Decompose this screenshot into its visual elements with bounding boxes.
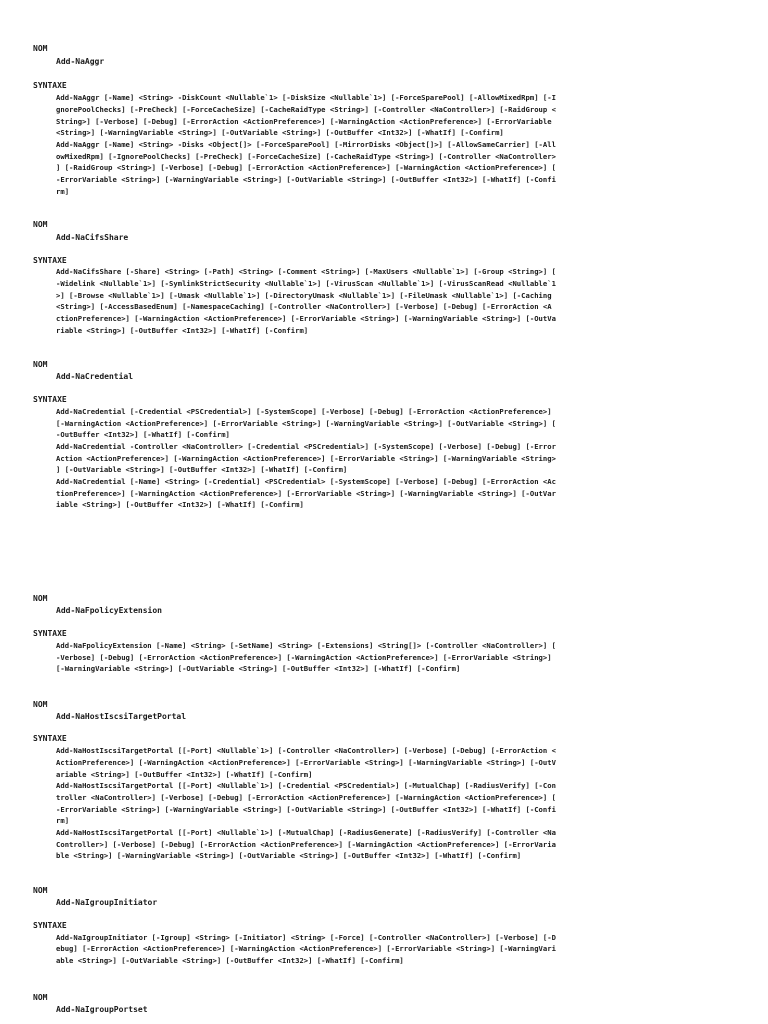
syntaxe-label: SYNTAXE xyxy=(33,734,67,743)
syntax-line: ariable <String>] [-OutBuffer <Int32>] [-WhatIf] [-Confirm] xyxy=(56,770,313,779)
syntaxe-label: SYNTAXE xyxy=(33,395,67,404)
syntax-line: rm] xyxy=(56,816,70,825)
syntax-line: Add-NaCredential -Controller <NaController> [-Credential <PSCredential>] [-SystemScope] [-Verbose] [-Debug] [-Error xyxy=(56,442,556,451)
cmdlet-name: Add-NaCredential xyxy=(56,372,134,381)
syntax-line: iable <String>] [-OutBuffer <Int32>] [-WhatIf] [-Confirm] xyxy=(56,500,304,509)
nom-label: NOM xyxy=(33,594,48,603)
syntax-line: Add-NaFpolicyExtension [-Name] <String> [-SetName] <String> [-Extensions] <String[]> [-Controller <NaController>] [ xyxy=(56,641,556,650)
syntax-line: ActionPreference>] [-WarningAction <ActionPreference>] [-ErrorVariable <String>] [-WarningVariable <String>] [-OutV xyxy=(56,758,556,767)
syntax-line: >] [-Browse <Nullable`1>] [-Umask <Nullable`1>] [-DirectoryUmask <Nullable`1>] [-FileUmask <Nullable`1>] [-Caching xyxy=(56,291,552,300)
syntax-line: Action <ActionPreference>] [-WarningAction <ActionPreference>] [-ErrorVariable <String>] [-WarningVariable <String> xyxy=(56,454,556,463)
syntax-line: Add-NaHostIscsiTargetPortal [[-Port] <Nullable`1>] [-Controller <NaController>] [-Verbose] [-Debug] [-ErrorAction < xyxy=(56,746,556,755)
syntax-line: -Widelink <Nullable`1>] [-SymlinkStrictSecurity <Nullable`1>] [-VirusScan <Nullable`1>] [-VirusScanRead <Nullable`1 xyxy=(56,279,556,288)
syntaxe-label: SYNTAXE xyxy=(33,81,67,90)
nom-label: NOM xyxy=(33,993,48,1002)
syntax-line: Add-NaIgroupInitiator [-Igroup] <String> [-Initiator] <String> [-Force] [-Controller <NaController>] [-Verbose] [-D xyxy=(56,933,556,942)
syntax-line: String>] [-Verbose] [-Debug] [-ErrorAction <ActionPreference>] [-WarningAction <ActionPreference>] [-ErrorVariable xyxy=(56,117,552,126)
syntax-line: -ErrorVariable <String>] [-WarningVariable <String>] [-OutVariable <String>] [-OutBuffer <Int32>] [-WhatIf] [-Confi xyxy=(56,805,556,814)
syntaxe-label: SYNTAXE xyxy=(33,921,67,930)
syntax-line: Add-NaCredential [-Name] <String> [-Credential] <PSCredential> [-SystemScope] [-Verbose] [-Debug] [-ErrorAction <Ac xyxy=(56,477,556,486)
syntax-line: gnorePoolChecks] [-PreCheck] [-ForceCacheSize] [-CacheRaidType <String>] [-Controller <NaController>] [-RaidGroup < xyxy=(56,105,556,114)
nom-label: NOM xyxy=(33,44,48,53)
cmdlet-name: Add-NaHostIscsiTargetPortal xyxy=(56,712,187,721)
syntax-line: tionPreference>] [-WarningAction <ActionPreference>] [-ErrorVariable <String>] [-WarningVariable <String>] [-OutVar xyxy=(56,489,556,498)
nom-label: NOM xyxy=(33,220,48,229)
cmdlet-name: Add-NaAggr xyxy=(56,57,105,66)
syntax-line: -OutBuffer <Int32>] [-WhatIf] [-Confirm] xyxy=(56,430,230,439)
syntax-line: Add-NaCredential [-Credential <PSCredential>] [-SystemScope] [-Verbose] [-Debug] [-ErrorAction <ActionPreference>] xyxy=(56,407,552,416)
syntax-line: able <String>] [-OutVariable <String>] [-OutBuffer <Int32>] [-WhatIf] [-Confirm] xyxy=(56,956,404,965)
syntax-line: Controller>] [-Verbose] [-Debug] [-ErrorAction <ActionPreference>] [-WarningAction <ActionPreference>] [-ErrorVaria xyxy=(56,840,556,849)
syntax-line: owMixedRpm] [-IgnorePoolChecks] [-PreCheck] [-ForceCacheSize] [-CacheRaidType <String>] [-Controller <NaController> xyxy=(56,152,556,161)
syntax-line: -ErrorVariable <String>] [-WarningVariable <String>] [-OutVariable <String>] [-OutBuffer <Int32>] [-WhatIf] [-Confi xyxy=(56,175,556,184)
syntax-line: Add-NaHostIscsiTargetPortal [[-Port] <Nullable`1>] [-Credential <PSCredential>] [-MutualChap] [-RadiusVerify] [-Con xyxy=(56,781,556,790)
syntax-line: Add-NaAggr [-Name] <String> -DiskCount <Nullable`1> [-DiskSize <Nullable`1>] [-ForceSparePool] [-AllowMixedRpm] [-I xyxy=(56,93,556,102)
syntaxe-label: SYNTAXE xyxy=(33,256,67,265)
cmdlet-name: Add-NaFpolicyExtension xyxy=(56,606,162,615)
syntax-line: riable <String>] [-OutBuffer <Int32>] [-WhatIf] [-Confirm] xyxy=(56,326,309,335)
syntax-line: <String>] [-WarningVariable <String>] [-OutVariable <String>] [-OutBuffer <Int32>] [-WhatIf] [-Confirm] xyxy=(56,128,504,137)
syntaxe-label: SYNTAXE xyxy=(33,629,67,638)
nom-label: NOM xyxy=(33,360,48,369)
cmdlet-name: Add-NaIgroupPortset xyxy=(56,1005,148,1014)
syntax-line: troller <NaController>] [-Verbose] [-Debug] [-ErrorAction <ActionPreference>] [-WarningAction <ActionPreference>] [ xyxy=(56,793,556,802)
syntax-line: ] [-RaidGroup <String>] [-Verbose] [-Debug] [-ErrorAction <ActionPreference>] [-WarningAction <ActionPreference>] [ xyxy=(56,163,556,172)
syntax-line: rm] xyxy=(56,187,70,196)
syntax-line: [-WarningVariable <String>] [-OutVariable <String>] [-OutBuffer <Int32>] [-WhatIf] [-Confirm] xyxy=(56,664,461,673)
syntax-line: Add-NaHostIscsiTargetPortal [[-Port] <Nullable`1>] [-MutualChap] [-RadiusGenerate] [-RadiusVerify] [-Controller <Na xyxy=(56,828,556,837)
syntax-line: -Verbose] [-Debug] [-ErrorAction <ActionPreference>] [-WarningAction <ActionPreference>] [-ErrorVariable <String>] xyxy=(56,653,552,662)
nom-label: NOM xyxy=(33,700,48,709)
syntax-line: Add-NaCifsShare [-Share] <String> [-Path] <String> [-Comment <String>] [-MaxUsers <Nullable`1>] [-Group <String>] [ xyxy=(56,267,556,276)
syntax-line: ebug] [-ErrorAction <ActionPreference>] [-WarningAction <ActionPreference>] [-ErrorVariable <String>] [-WarningVari xyxy=(56,944,556,953)
cmdlet-name: Add-NaIgroupInitiator xyxy=(56,898,158,907)
syntax-line: ] [-OutVariable <String>] [-OutBuffer <Int32>] [-WhatIf] [-Confirm] xyxy=(56,465,348,474)
nom-label: NOM xyxy=(33,886,48,895)
syntax-line: ctionPreference>] [-WarningAction <ActionPreference>] [-ErrorVariable <String>] [-WarningVariable <String>] [-OutVa xyxy=(56,314,556,323)
syntax-line: Add-NaAggr [-Name] <String> -Disks <Object[]> [-ForceSparePool] [-MirrorDisks <Object[]>] [-AllowSameCarrier] [-All xyxy=(56,140,556,149)
cmdlet-name: Add-NaCifsShare xyxy=(56,233,129,242)
syntax-line: [-WarningAction <ActionPreference>] [-ErrorVariable <String>] [-WarningVariable <String>] [-OutVariable <String>] [ xyxy=(56,419,556,428)
syntax-line: <String>] [-AccessBasedEnum] [-NamespaceCaching] [-Controller <NaController>] [-Verbose] [-Debug] [-ErrorAction <A xyxy=(56,302,552,311)
syntax-line: ble <String>] [-WarningVariable <String>] [-OutVariable <String>] [-OutBuffer <Int32>] [-WhatIf] [-Confirm] xyxy=(56,851,522,860)
